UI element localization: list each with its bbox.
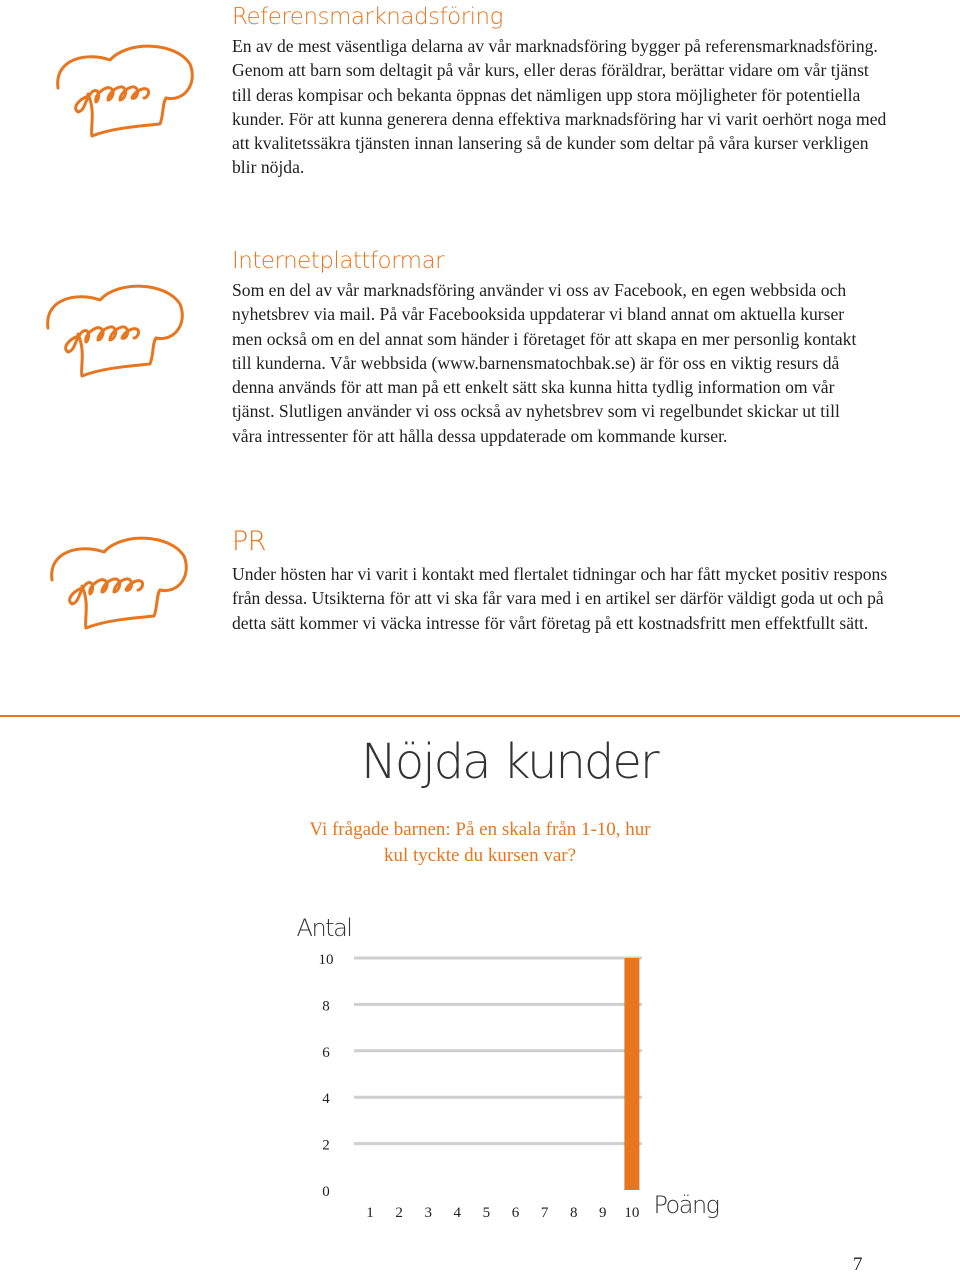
section-text: Som en del av vår marknadsföring använder vi oss av Facebook, en egen webbsida och nyhetsbrev via mail. På vår Facebooksida uppdaterar vi bland annat om aktuella kurser men också om en del annat som händer i företaget för att skapa en mer personlig kontakt till kunderna. Vår webbsida (www.barnensmatochbak.se) är för oss en viktig resurs då denna används för att man på ett enkelt sätt ska kunna hitta tydlig information om vår tjänst. Slutligen använder vi oss också av nyhetsbrev som vi regelbundet skickar ut till våra intressenter för att hålla dessa uppdaterade om kommande kurser. <box>232 280 857 446</box>
chef-hat-icon <box>38 278 188 398</box>
y-tick-label: 6 <box>322 1044 330 1061</box>
section-text: En av de mest väsentliga delarna av vår marknadsföring bygger på referensmarknadsföring. Genom att barn som deltagit på vår kurs, eller deras föräldrar, berättar vidare om vår tjänst till deras kompisar och bekanta öppnas det nämligen upp stora möjligheter för potentiella kunder. För att kunna generera denna effektiva marknadsföring har vi varit oerhört noga med att kvalitetssäkra tjänsten innan lansering så de kunder som deltar på våra kurser verkligen blir nöjda. <box>232 36 887 178</box>
x-tick-label: 3 <box>424 1205 432 1221</box>
x-tick-label: 2 <box>395 1205 403 1221</box>
y-tick-label: 0 <box>322 1184 330 1200</box>
y-tick-label: 8 <box>322 998 330 1015</box>
x-tick-label: 4 <box>453 1205 462 1221</box>
x-tick-label: 5 <box>482 1205 491 1221</box>
x-tick-label: 7 <box>540 1205 549 1221</box>
survey-question: Vi frågade barnen: På en skala från 1-10, hur kul tyckte du kursen var? <box>309 819 651 866</box>
bar <box>624 958 639 1190</box>
y-axis-title: Antal <box>296 914 352 942</box>
x-tick-label: 8 <box>569 1205 578 1221</box>
bar-chart <box>280 900 740 1230</box>
x-tick-label: 10 <box>624 1205 640 1221</box>
chef-hat-icon <box>42 530 192 650</box>
section-internetplattformar <box>0 240 960 480</box>
section-title: PR <box>232 526 267 557</box>
section-title: Internetplattformar <box>232 248 445 274</box>
x-tick-label: 1 <box>366 1205 374 1221</box>
section-divider <box>0 715 960 717</box>
x-tick-label: 9 <box>599 1205 607 1221</box>
page-number: 7 <box>853 1254 863 1275</box>
section-referensmarknadsforing <box>0 0 960 230</box>
section-pr <box>0 520 960 680</box>
x-axis-title: Poäng <box>653 1191 719 1219</box>
chef-hat-icon <box>48 38 198 158</box>
results-heading: Nöjda kunder <box>361 734 658 790</box>
y-tick-label: 2 <box>322 1137 330 1154</box>
x-tick-label: 6 <box>511 1205 520 1221</box>
section-text: Under hösten har vi varit i kontakt med flertalet tidningar och har fått mycket positiv respons från dessa. Utsikterna för att vi ska får vara med i en artikel ser därför väldigt goda ut och på detta sätt kommer vi väcka intresse för vårt företag på ett kostnadsfritt men effektfullt sätt. <box>232 564 888 633</box>
section-title: Referensmarknadsföring <box>232 4 503 30</box>
y-tick-label: 10 <box>318 952 334 968</box>
y-tick-label: 4 <box>322 1091 330 1108</box>
